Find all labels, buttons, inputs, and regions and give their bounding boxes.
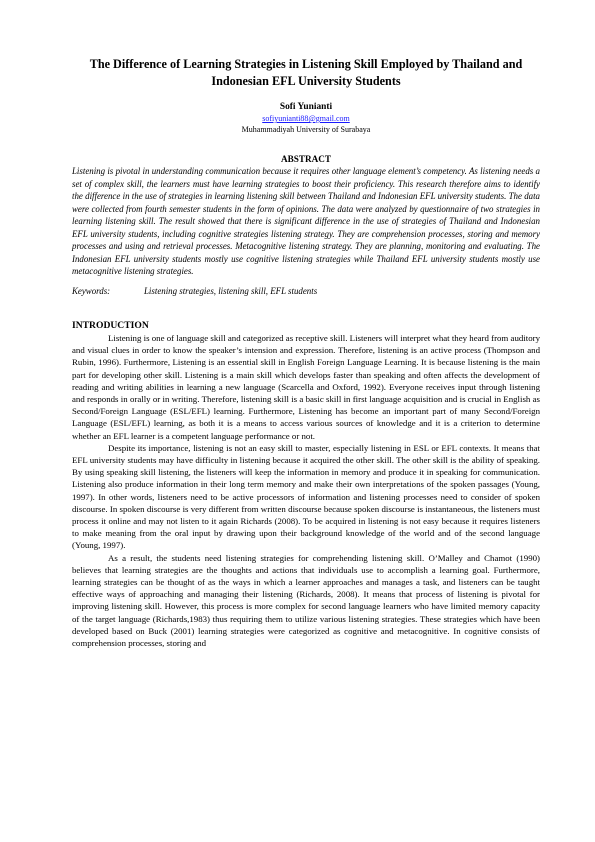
author-affiliation: Muhammadiyah University of Surabaya — [241, 125, 371, 134]
abstract-text: Listening is pivotal in understanding communication because it requires other language element’s competency. As listening needs a set of complex skill, the learners must have learning strategies to boost their proficiency. This research therefore aims to identify the difference in the use of strategies in learning listening skill between Thailand and Indonesian EFL university students. The data were collected from fourth semester students in the form of opinions. The data were analyzed by questionnaire of two strategies in learning listening skill. The result showed that there is significant difference in the use of strategies of Thailand and Indonesian EFL university students, including cognitive strategies listening strategy. They are comprehension processes, storing and memory processes and using and retrieval processes. Metacognitive listening strategy. They are planning, monitoring and evaluating. The Indonesian EFL university students mostly use cognitive listening strategies while Thailand EFL university students mostly use metacognitive listening strategies. — [72, 166, 540, 277]
keywords-text: Listening strategies, listening skill, EFL students — [144, 285, 318, 296]
intro-paragraph-2: Despite its importance, listening is not an easy skill to master, especially listening in ESL or EFL contexts. It means that EFL university students may have difficulty in listening because it acquired the other skill. The other skill is the ability of speaking. By using speaking skill listening, the listeners will keep the information in memory and produce it in speaking for communication. Listening also produce information in their long term memory and make their own interpretations of the spoken passages (Young, 1997). In other words, listeners need to be active processors of information and listening processes need to consider of spoken discourse. In spoken discourse is very different from written discourse because spoken discourse is instantaneous, the listeners must process it online and may not listen to it again Richards (2008). To be acquired in listening is not easy because it requires listeners to make meaning from the oral input by drawing upon their background knowledge of the world and of the second language (Young, 1997). — [72, 442, 540, 551]
abstract-heading: ABSTRACT — [280, 154, 332, 164]
introduction-heading: INTRODUCTION — [72, 319, 149, 331]
intro-paragraph-1: Listening is one of language skill and categorized as receptive skill. Listeners will interpret what they heard from auditory and visual clues in order to know the speaker’s intension and expression. Therefore, listening is an active process (Thompson and Rubin, 1996). Furthermore, Listening is an essential skill in English Foreign Language Learning. It is because listening is the main part for developing other skill. Listening is a main skill which develops faster than speaking and often affects the development of reading and writing abilities in learning a new language (Scarcella and Oxford, 1992). Everyone receives input through listening and responds in orally or in writing. Therefore, listening skill is a basic skill in first language acquisition and is crucial in English as Second/Foreign Language (ESL/EFL) learning. Furthermore, Listening has become an important part of many Second/Foreign Language (ESL/EFL) learning, as both it is a means to access various sources of knowledge and it is a criterion to determine whether an EFL learner is a competent language performance or not. — [72, 332, 540, 441]
paper-title: The Difference of Learning Strategies in Listening Skill Employed by Thailand and Indonesian EFL University Students — [89, 57, 523, 88]
paper-page — [72, 56, 540, 649]
intro-paragraph-3: As a result, the students need listening strategies for comprehending listening skill. O’Malley and Chamot (1990) believes that learning strategies are the thoughts and actions that individuals use to accomplish a learning goal. Furthermore, learning strategies can be thought of as the ways in which a learner approaches and manages a task, and listeners can be taught effective ways of approaching and managing their listening (Richards, 2008). It means that process of listening is pivotal for improving listening skill. However, this process is more complex for second language learners who have limited memory capacity of the target language (Richards,1983) thus requiring them to utilize various listening strategies. These strategies which have been developed based on Buck (2001) learning strategies were categorized as cognitive and metacognitive. In cognitive consists of comprehension processes, storing and — [72, 552, 540, 648]
keywords-label: Keywords: — [72, 285, 111, 296]
author-name: Sofi Yunianti — [279, 102, 333, 112]
author-email-link[interactable]: sofiyunianti88@gmail.com — [262, 114, 350, 123]
keywords-line — [72, 285, 540, 297]
